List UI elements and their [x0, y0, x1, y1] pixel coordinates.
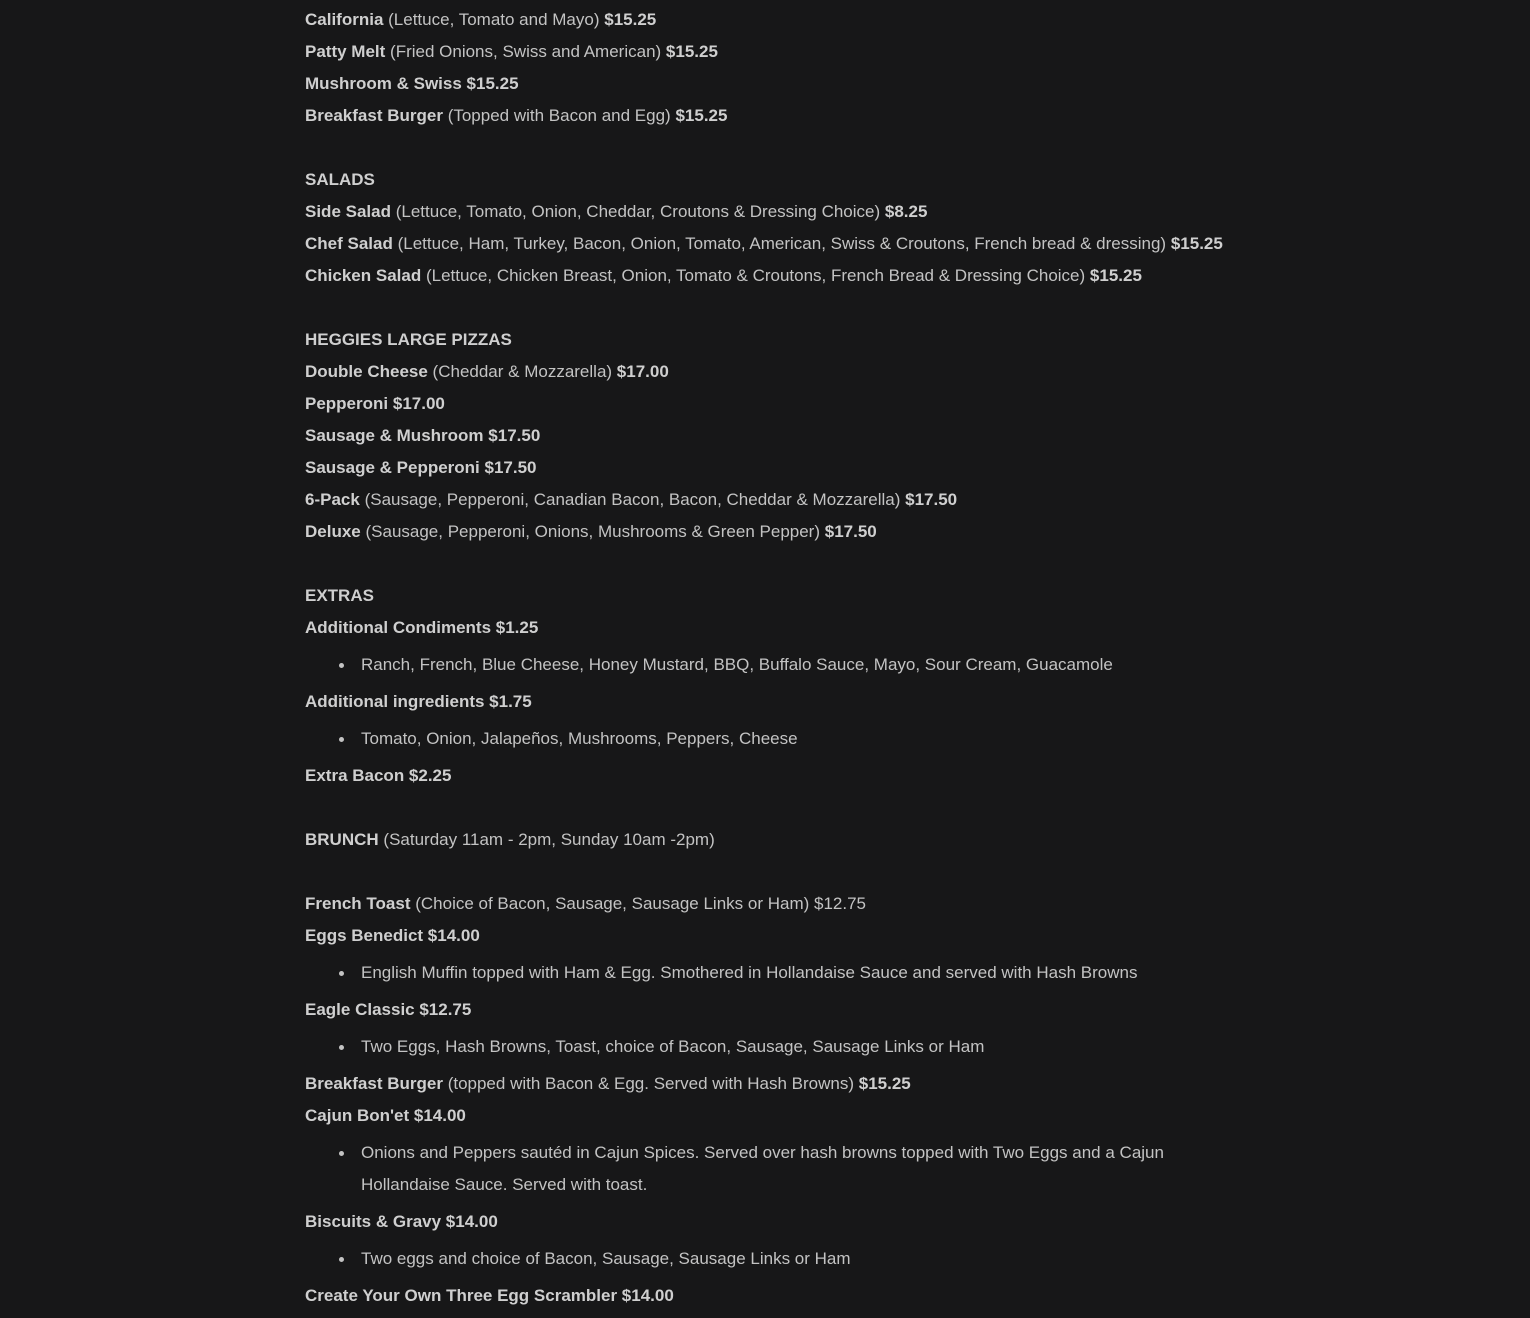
menu-item: [305, 452, 1225, 484]
item-title: Create Your Own Three Egg Scrambler $14.00: [305, 1286, 674, 1305]
item-price: $15.25: [604, 10, 657, 29]
menu-item: [305, 260, 1225, 292]
item-name: French Toast: [305, 894, 411, 913]
menu-item: [305, 1068, 1225, 1100]
item-desc: (Topped with Bacon and Egg): [447, 106, 671, 125]
item-name: Chef Salad: [305, 234, 393, 253]
menu-item: [305, 1100, 1225, 1132]
menu-item: [305, 228, 1225, 260]
item-name: Pepperoni: [305, 394, 389, 413]
item-price: $15.25: [1170, 234, 1223, 253]
item-notes: [305, 957, 1225, 989]
menu-item: [305, 36, 1225, 68]
item-name: Side Salad: [305, 202, 391, 221]
list-item: Tomato, Onion, Jalapeños, Mushrooms, Peppers, Cheese: [305, 723, 1225, 755]
item-price: $17.00: [392, 394, 445, 413]
item-price: $15.25: [665, 42, 718, 61]
item-name: Chicken Salad: [305, 266, 422, 285]
list-item: Two Eggs, Hash Browns, Toast, choice of Bacon, Sausage, Sausage Links or Ham: [305, 1031, 1225, 1063]
item-desc: (Lettuce, Tomato and Mayo): [388, 10, 600, 29]
item-name: Sausage & Pepperoni: [305, 458, 480, 477]
menu-item: [305, 484, 1225, 516]
menu-item: [305, 68, 1225, 100]
item-desc: (Choice of Bacon, Sausage, Sausage Links or Ham) $12.75: [415, 894, 866, 913]
item-desc: (Sausage, Pepperoni, Onions, Mushrooms & Green Pepper): [365, 522, 821, 541]
menu-item: [305, 4, 1225, 36]
list-item: English Muffin topped with Ham & Egg. Smothered in Hollandaise Sauce and served with Hash Browns: [305, 957, 1225, 989]
item-name: Sausage & Mushroom: [305, 426, 484, 445]
item-name: Breakfast Burger: [305, 106, 443, 125]
ingredients-list: [305, 723, 1225, 755]
item-title: Eggs Benedict $14.00: [305, 926, 480, 945]
menu-item: [305, 1206, 1225, 1238]
item-name: Double Cheese: [305, 362, 428, 381]
menu-item: [305, 888, 1225, 920]
section-heading-extras: EXTRAS: [305, 586, 374, 605]
item-desc: (Sausage, Pepperoni, Canadian Bacon, Bacon, Cheddar & Mozzarella): [364, 490, 901, 509]
item-title: Biscuits & Gravy $14.00: [305, 1212, 498, 1231]
extras-ingredients-title: Additional ingredients $1.75: [305, 692, 532, 711]
list-item: Onions and Peppers sautéd in Cajun Spices. Served over hash browns topped with Two Eggs and a Cajun Hollandaise Sauce. Served with toast.: [305, 1137, 1181, 1201]
brunch-hours: (Saturday 11am - 2pm, Sunday 10am -2pm): [383, 830, 715, 849]
menu-item: [305, 100, 1225, 132]
item-price: $15.25: [675, 106, 728, 125]
item-notes: [305, 1031, 1225, 1063]
item-desc: (Fried Onions, Swiss and American): [390, 42, 662, 61]
menu-item: [305, 920, 1225, 952]
item-price: $17.50: [484, 458, 537, 477]
item-title: Eagle Classic $12.75: [305, 1000, 472, 1019]
item-desc: (topped with Bacon & Egg. Served with Hash Browns): [447, 1074, 855, 1093]
section-heading-pizzas: HEGGIES LARGE PIZZAS: [305, 330, 512, 349]
list-item: Two eggs and choice of Bacon, Sausage, Sausage Links or Ham: [305, 1243, 1225, 1275]
item-name: California: [305, 10, 384, 29]
item-name: Patty Melt: [305, 42, 386, 61]
item-name: Mushroom & Swiss: [305, 74, 462, 93]
item-price: $8.25: [884, 202, 928, 221]
item-price: $17.00: [616, 362, 669, 381]
extras-condiments-title: Additional Condiments $1.25: [305, 618, 539, 637]
item-desc: (Lettuce, Chicken Breast, Onion, Tomato & Croutons, French Bread & Dressing Choice): [425, 266, 1086, 285]
item-price: $17.50: [488, 426, 541, 445]
item-name: Breakfast Burger: [305, 1074, 443, 1093]
item-desc: (Lettuce, Ham, Turkey, Bacon, Onion, Tomato, American, Swiss & Croutons, French bread & dressing): [397, 234, 1167, 253]
menu-item: [305, 1280, 1225, 1312]
item-notes: [305, 1243, 1225, 1275]
section-heading-brunch: BRUNCH (Saturday 11am - 2pm, Sunday 10am -2pm): [305, 830, 715, 849]
item-price: $17.50: [905, 490, 958, 509]
item-price: $17.50: [824, 522, 877, 541]
menu-content: [305, 4, 1225, 1312]
item-name: Deluxe: [305, 522, 361, 541]
item-title: Cajun Bon'et $14.00: [305, 1106, 466, 1125]
menu-item: [305, 994, 1225, 1026]
menu-item: [305, 516, 1225, 548]
item-price: $15.25: [1089, 266, 1142, 285]
menu-item: [305, 388, 1225, 420]
menu-item: [305, 196, 1225, 228]
condiments-list: [305, 649, 1225, 681]
item-price: $15.25: [858, 1074, 911, 1093]
section-heading-salads: SALADS: [305, 170, 375, 189]
item-price: $15.25: [466, 74, 519, 93]
menu-item: [305, 420, 1225, 452]
extra-bacon: Extra Bacon $2.25: [305, 766, 452, 785]
item-desc: (Cheddar & Mozzarella): [432, 362, 613, 381]
list-item: Ranch, French, Blue Cheese, Honey Mustard, BBQ, Buffalo Sauce, Mayo, Sour Cream, Guacamole: [305, 649, 1225, 681]
menu-item: [305, 356, 1225, 388]
item-desc: (Lettuce, Tomato, Onion, Cheddar, Croutons & Dressing Choice): [395, 202, 881, 221]
item-name: 6-Pack: [305, 490, 360, 509]
item-notes: [305, 1137, 1225, 1201]
